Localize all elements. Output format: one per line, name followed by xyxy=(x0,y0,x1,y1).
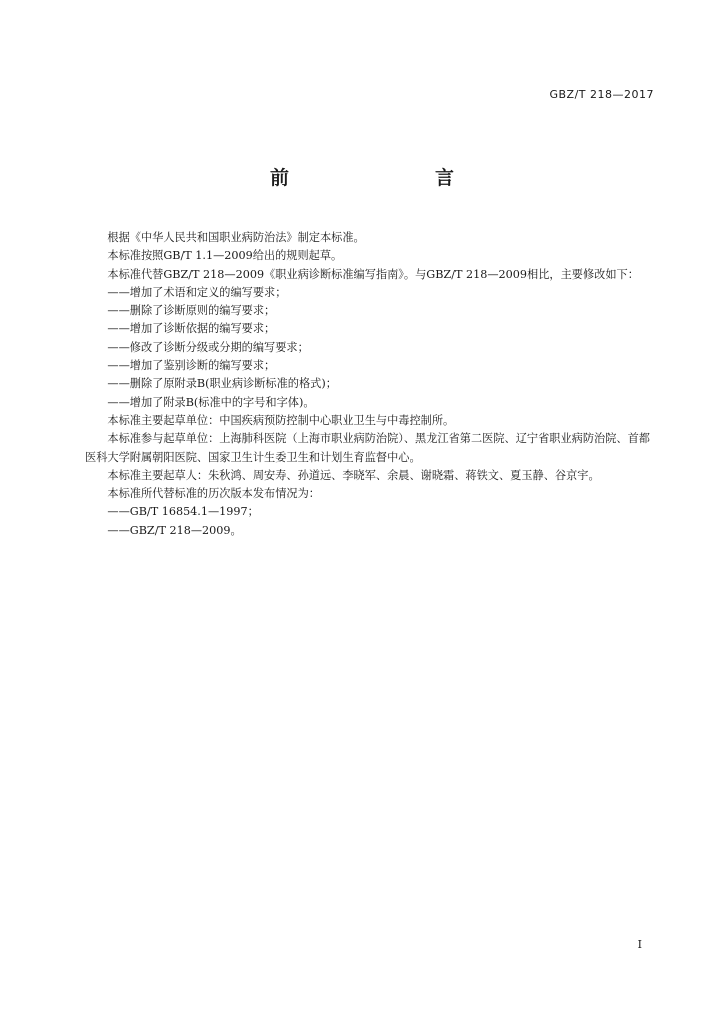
standard-code: GBZ/T 218—2017 xyxy=(549,88,654,101)
list-item: ——增加了鉴别诊断的编写要求； xyxy=(107,359,276,373)
foreword-body xyxy=(85,229,655,540)
list-item: ——修改了诊断分级或分期的编写要求； xyxy=(107,340,309,354)
list-item: ——增加了附录B(标准中的字号和字体)。 xyxy=(107,395,315,409)
paragraph: 本标准按照GB/T 1.1—2009给出的规则起草。 xyxy=(107,249,343,263)
list-item: ——增加了术语和定义的编写要求； xyxy=(107,285,287,299)
list-item: ——删除了原附录B(职业病诊断标准的格式)； xyxy=(107,377,337,391)
page-title: 前 言 xyxy=(269,167,490,189)
list-item: ——增加了诊断依据的编写要求； xyxy=(107,322,276,336)
paragraph: 根据《中华人民共和国职业病防治法》制定本标准。 xyxy=(107,231,365,244)
list-item: ——GBZ/T 218—2009。 xyxy=(107,523,242,537)
paragraph: 本标准参与起草单位：上海肺科医院（上海市职业病防治院）、黑龙江省第二医院、辽宁省职业病防治院、首都医科大学附属朝阳医院、国家卫生计生委卫生和计划生育监督中心。 xyxy=(85,432,650,464)
paragraph: 本标准主要起草人：朱秋鸿、周安寿、孙道远、李晓军、余晨、谢晓霜、蒋铁文、夏玉静、谷京宇。 xyxy=(107,468,600,482)
paragraph: 本标准所代替标准的历次版本发布情况为： xyxy=(107,487,320,501)
paragraph: 本标准代替GBZ/T 218—2009《职业病诊断标准编写指南》。与GBZ/T 218—2009相比，主要修改如下： xyxy=(107,267,639,281)
list-item: ——删除了诊断原则的编写要求； xyxy=(107,304,276,318)
page-number: I xyxy=(637,938,642,951)
list-item: ——GB/T 16854.1—1997； xyxy=(107,505,259,519)
paragraph: 本标准主要起草单位：中国疾病预防控制中心职业卫生与中毒控制所。 xyxy=(107,413,455,427)
